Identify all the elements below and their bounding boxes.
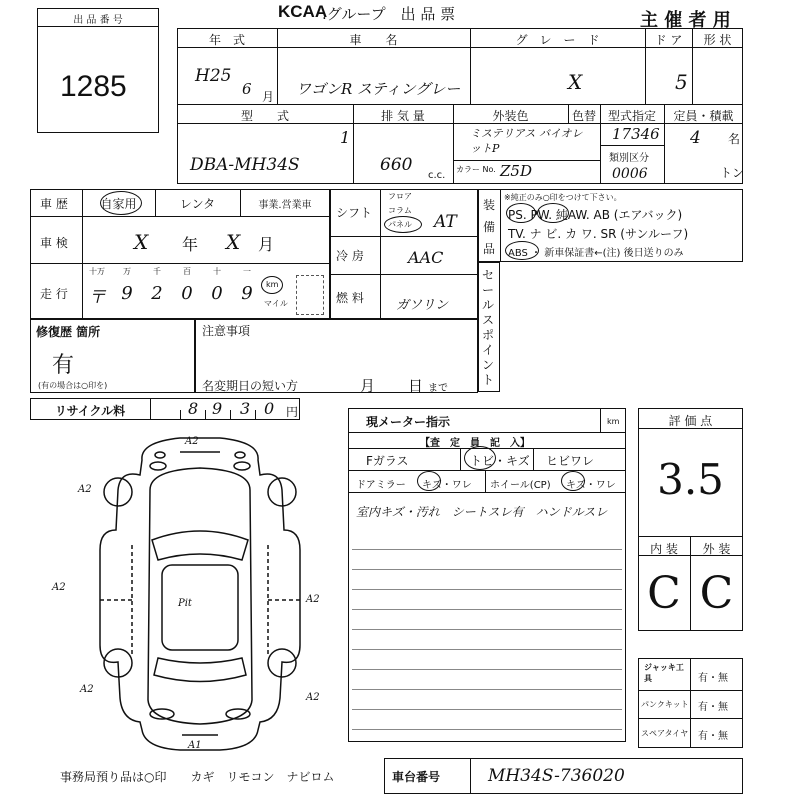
displacement-value: 660 [380,155,413,175]
equipment-line-2: TV. ナ ビ. カ ワ. SR (サンルーフ) [508,227,689,241]
damage-mark-left-side: A2 [52,582,66,593]
odometer-digit: 0 [211,283,223,304]
mileage-label: 走 行 [40,287,68,301]
damage-mark-left-front: A2 [78,484,92,495]
recycle-digit: 9 [212,399,223,418]
month-value: 6 [242,80,252,98]
recycle-unit: 円 [286,405,299,419]
car-name-label: 車 名 [349,33,398,47]
chassis-label: 車台番号 [392,770,441,784]
name-change-day: 日 [408,377,424,395]
history-option-private: 自家用 [100,197,137,211]
glass-chip-circle [464,446,496,470]
recycle-digit: 3 [240,399,251,418]
capacity-label: 定員・積載 [673,109,734,123]
doors-value: 5 [675,70,688,94]
category-value: 0006 [612,166,648,182]
equipment-line-1: PS. PW. 純AW. AB (エアバック) [508,208,683,222]
history-option-commercial: 事業.営業車 [258,200,312,211]
month-unit: 月 [262,90,275,104]
jack-options: 有・無 [698,673,728,684]
interior-value: C [647,568,681,619]
wheel-options: キズ・ワレ [566,480,616,491]
shift-option-floor: フロア [388,192,412,201]
color-no-value: Z5D [500,162,532,180]
odometer-digits: 十万 万 千 百 十 一 〒 9 2 0 0 9 [82,263,262,319]
ac-value: AAC [408,248,444,267]
repair-label: 修復歴 箇所 [36,325,101,339]
capacity-value: 4 [690,128,701,148]
lot-number-label: 出 品 番 号 [73,15,123,26]
exterior-color-value: ミステリアス バイオレットP [470,127,583,155]
wheel-scratch-circle [561,471,585,491]
inspection-month-value: X [226,230,241,254]
model-label: 型 式 [240,109,289,123]
score-value: 3.5 [657,455,724,504]
spare-label: スペアタイヤ [641,729,689,738]
model-mark: 1 [340,128,351,147]
jack-label: ジャッキ工具 [644,663,684,683]
brand-logo: KCAA [278,2,328,21]
shift-option-column: コラム [388,206,412,215]
capacity-unit: 名 [728,132,741,146]
chassis-value: MH34S-736020 [488,766,625,786]
model-designation-value: 17346 [612,125,660,143]
body-label: 形 状 [703,33,732,47]
grade-label: グ レ ー ド [515,33,600,47]
puncture-label: パンクキット [641,700,689,709]
wheel-label: ホイール(CP) [490,480,551,491]
car-damage-diagram [52,430,330,760]
history-private-circle [100,191,142,215]
ps-circle [506,203,536,223]
exterior-value: C [699,568,734,619]
year-label: 年 式 [208,33,245,47]
km-label: km [266,280,279,289]
puncture-options: 有・無 [698,702,728,713]
mirror-label: ドアミラー [356,480,406,491]
car-name-value: ワゴンR スティングレー [296,80,461,98]
inspection-month-unit: 月 [258,235,275,254]
glass-option-chip: トビ・キズ [470,454,530,468]
inspector-label: 【査 定 員 記 入】 [420,438,530,449]
shift-option-panel: パネル [388,220,412,229]
damage-mark-roof: Pit [178,598,192,609]
score-label: 評 価 点 [668,414,713,428]
mileage-check-box [296,275,324,315]
notes-label: 注意事項 [202,324,251,338]
history-option-rental: レンタ [179,197,216,211]
recycle-label: リサイクル料 [54,404,126,418]
year-value: H25 [195,66,232,86]
odometer-digit: 2 [151,283,163,304]
name-change-label: 名変期日の短い方 [202,379,299,393]
form-title: .グループ 出 品 票 [322,5,456,23]
equipment-label: 装備品 [483,198,496,256]
repair-note: (有の場合は○印を) [38,381,108,390]
equipment-note: ※純正のみ○印をつけて下さい。 [504,193,622,202]
organizer-label: 主 催 者 用 [640,10,731,31]
exterior-label: 外 装 [702,542,731,556]
damage-mark-right-rear: A2 [306,692,320,703]
glass-label: Fガラス [366,454,409,468]
grade-value: X [568,70,583,94]
recycle-digit: 8 [188,399,199,418]
office-items: 事務局預り品は○印 カギ リモコン ナビロム [60,770,335,784]
cc-unit: c.c. [428,170,446,181]
glass-option-crack: ヒビワレ [546,454,595,468]
fuel-value: ガソリン [396,298,449,313]
shift-value: AT [434,212,457,232]
category-label: 類別区分 [609,153,649,164]
inspection-label: 車 検 [40,236,68,250]
meter-label: 現メーター指示 [366,415,451,429]
inspection-year-unit: 年 [182,235,199,254]
ac-label: 冷 房 [336,249,364,263]
lot-number: 1285 [60,70,127,103]
odometer-digit: 〒 [88,287,106,308]
equipment-line-3: ABS ・ 新車保証書←(注) 後日送りのみ [508,248,684,259]
damage-mark-rear: A1 [188,740,202,751]
interior-label: 内 装 [650,542,678,556]
odometer-digit: 0 [181,283,193,304]
mile-label: マイル [264,299,288,308]
model-value: DBA-MH34S [190,155,300,175]
mirror-scratch-circle [417,471,441,491]
load-unit: トン [720,166,745,180]
meter-unit: km [607,417,620,426]
km-circle [261,276,283,294]
recycle-digit: 0 [264,399,275,418]
comment-lines [352,530,622,735]
name-change-month: 月 [360,377,376,395]
doors-label: ド ア [654,33,683,47]
exterior-color-label: 外装色 [492,109,529,123]
inspection-year-value: X [134,230,149,254]
repair-value: 有 [52,353,75,378]
shift-panel-circle [384,216,422,233]
fuel-label: 燃 料 [336,291,364,305]
odometer-digit: 9 [241,283,253,304]
color-change-label: 色替 [571,109,596,123]
history-label: 車 歴 [40,197,68,211]
abs-circle [505,241,539,260]
damage-mark-right-side: A2 [306,594,320,605]
model-designation-label: 型式指定 [607,109,656,123]
damage-mark-front: A2 [185,436,199,447]
inspector-comment: 室内キズ・汚れ シートスレ有 ハンドルスレ [356,505,608,519]
shift-label: シフト [336,206,373,220]
mirror-options: キズ・ワレ [422,480,472,491]
displacement-label: 排 気 量 [381,109,425,123]
sales-point-label: セールスポイント [482,268,495,387]
pw-circle [537,203,569,223]
damage-mark-left-rear: A2 [80,684,94,695]
color-no-label: カラー No. [456,165,496,174]
spare-options: 有・無 [698,731,728,742]
name-change-until: まで [428,383,448,394]
odometer-digit: 9 [121,283,133,304]
